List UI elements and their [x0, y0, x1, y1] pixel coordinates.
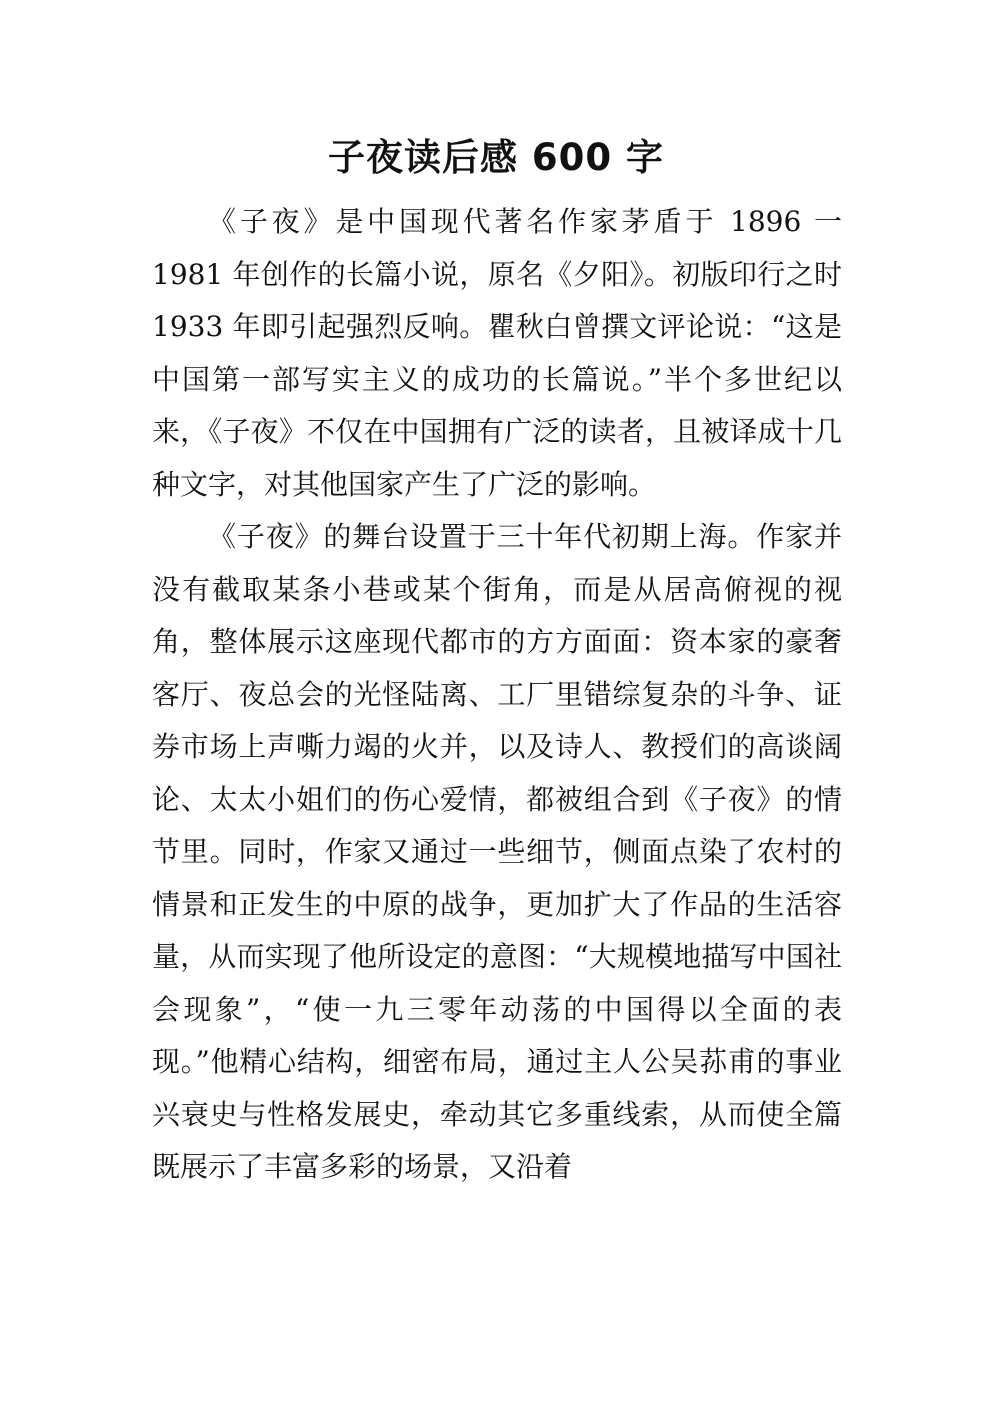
paragraph-2: 《子夜》的舞台设置于三十年代初期上海。作家并没有截取某条小巷或某个街角，而是从居高俯视的视角，整体展示这座现代都市的方方面面：资本家的豪奢客厅、夜总会的光怪陆离、工厂里错综复杂的斗争、证券市场上声嘶力竭的火并，以及诗人、教授们的高谈阔论、太太小姐们的伤心爱情，都被组合到《子夜》的情节里。同时，作家又通过一些细节，侧面点染了农村的情景和正发生的中原的战争，更加扩大了作品的生活容量，从而实现了他所设定的意图：“大规模地描写中国社会现象”，“使一九三零年动荡的中国得以全面的表现。”他精心结构，细密布局，通过主人公吴荪甫的事业兴衰史与性格发展史，牵动其它多重线索，从而使全篇既展示了丰富多彩的场景，又沿着 [152, 520, 842, 1183]
document-title: 子夜读后感 600 字 [328, 136, 664, 179]
paragraph-1: 《子夜》是中国现代著名作家茅盾于 1896 一 1981 年创作的长篇小说，原名《夕阳》。初版印行之时 1933 年即引起强烈反响。瞿秋白曾撰文评论说：“这是中国第一部写实主义的成功的长篇说。”半个多世纪以来，《子夜》不仅在中国拥有广泛的读者，且被译成十几种文字，对其他国家产生了广泛的影响。 [152, 205, 842, 501]
document-body [152, 196, 842, 1194]
